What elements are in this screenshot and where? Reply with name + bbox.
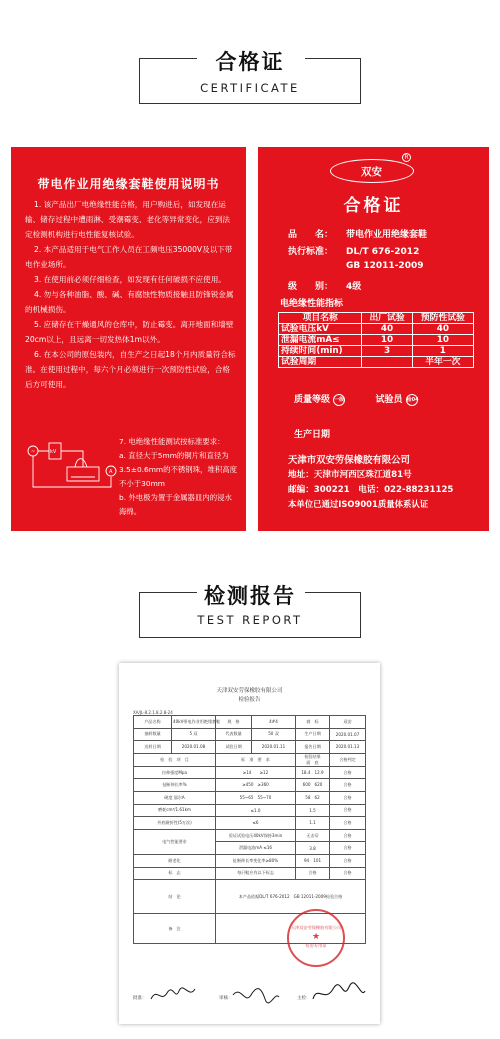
grade-value: 4级 (346, 282, 362, 292)
report-heading (0, 572, 500, 652)
report-test-row (134, 791, 366, 804)
report-test-row (134, 804, 366, 817)
company-phone: 电话：022-88231125 (358, 485, 454, 495)
test-method (119, 435, 239, 519)
company-postcode: 邮编：300221 (288, 485, 350, 495)
certificate-heading-title: 合格证 (215, 50, 285, 74)
report-cell: ≤6 (216, 817, 296, 830)
report-cell: 40kV带电作业用绝缘套鞋 (172, 716, 216, 729)
production-date-label: 生产日期 (294, 430, 331, 440)
instruction-paragraph: 2. 本产品适用于电气工作人员在工频电压35000V及以下带电作业场所。 (25, 245, 233, 269)
report-cell: 外底耐折性(5万次) (134, 817, 216, 830)
instruction-paragraph: 4. 勿与各种油脂、酸、碱、有腐蚀性物质接触且防锋锐金属的机械损伤。 (25, 290, 234, 314)
report-header-text: 检验结果 (304, 753, 321, 759)
report-test-row (134, 779, 366, 792)
diagram-voltage-label: kV (50, 449, 57, 455)
report-test-row (134, 829, 366, 842)
report-cell: 耐老化 (134, 854, 216, 867)
product-name-line (288, 227, 427, 240)
report-info-row (134, 716, 366, 729)
report-cell: 94 101 (296, 854, 330, 867)
company-contact (288, 483, 453, 495)
report-cell: 拉伸强度Mpa (134, 766, 216, 779)
report-test-row (134, 854, 366, 867)
test-method-item: a. 直径大于5mm的铜片和直径为3.5±0.6mm的不锈钢珠，堆积高度不小于30mm (119, 451, 238, 488)
approve-label: 批准： (133, 996, 147, 1001)
report-cell: 1.5 (296, 804, 330, 817)
report-cell: 验证试验电压40kV保持3min (216, 829, 296, 842)
standard-value-2: GB 12011-2009 (346, 261, 424, 271)
quality-grade-stamp: 一级 (333, 394, 345, 406)
report-cell: 生产日期 (296, 728, 330, 741)
report-cell: 送样日期 (134, 741, 172, 754)
seal-text: 天津双安劳保橡胶有限公司 (290, 925, 342, 930)
report-cell: 4#4 (252, 716, 296, 729)
spec-cell: 3 (362, 346, 412, 357)
report-cell: 扯断伸长率% (134, 779, 216, 792)
report-cell: 备 注 (134, 914, 216, 944)
report-cell: 58 62 (296, 791, 330, 804)
report-cell: 合格 (330, 779, 366, 792)
instruction-title: 带电作业用绝缘套鞋使用说明书 (37, 177, 220, 191)
certificate-heading-subtitle: CERTIFICATE (200, 81, 300, 95)
product-name-value: 带电作业用绝缘套鞋 (346, 230, 428, 240)
check-label: 主检： (297, 996, 311, 1001)
report-title: 检验报告 (238, 697, 261, 703)
spec-row (279, 346, 474, 357)
inspector-stamp: 检04 (406, 394, 418, 406)
instruction-paragraph: 1. 该产品出厂电绝缘性能合格，用户购进后，如发现在运输、储存过程中遭雨淋、受潮霉变、老化等异常变化，应到法定检测机构进行电性能复核试验。 (25, 200, 231, 239)
report-cell: 产品名称 (134, 716, 172, 729)
report-cell: 2020.01.13 (330, 741, 366, 754)
report-header-cell (296, 753, 330, 766)
approver-signature (149, 983, 199, 1007)
reviewer-signature (231, 983, 281, 1007)
report-cell: 3.8 (296, 842, 330, 855)
grade-line (288, 279, 361, 292)
instruction-paragraph: 6. 在本公司的原包装内，自生产之日起18个月内质量符合标准。在使用过程中，每六个月必须进行一次预防性试验，合格后方可使用。 (25, 350, 236, 389)
report-table (133, 715, 366, 944)
report-cell: 试验日期 (216, 741, 252, 754)
report-cell: 50 双 (252, 728, 296, 741)
inspection-seal: 天津双安劳保橡胶有限公司 ★ 检验专用章 (287, 909, 345, 967)
product-name-key: 品 名： (288, 230, 334, 240)
report-cell: 2020.01.08 (172, 741, 216, 754)
diagram-ammeter-label: A (109, 469, 113, 475)
inspector-key: 试验员 (375, 395, 403, 405)
standard-line (288, 244, 419, 257)
instruction-body (25, 197, 237, 392)
instruction-paragraph: 5. 应储存在干燥通风的仓库中，防止霉变。离开地面和墙壁20cm以上，且远离一切发热体1m以外。 (25, 320, 234, 344)
report-cell: 合格 (330, 804, 366, 817)
report-heading-title: 检测报告 (204, 584, 296, 608)
spec-cell: 40 (412, 324, 473, 335)
report-info-row (134, 728, 366, 741)
brand-logo-text: 双安 (361, 166, 382, 178)
report-cell: 合格 (330, 829, 366, 842)
report-cell: 每只鞋应有以下标志 (216, 867, 296, 880)
spec-cell: 泄漏电流mA≤ (279, 335, 362, 346)
report-cell: 合格 (330, 854, 366, 867)
insulation-spec-table (278, 312, 474, 368)
certificate-card (258, 147, 489, 531)
report-test-row (134, 867, 366, 880)
standard-key: 执行标准： (288, 247, 334, 257)
spec-cell: 1 (412, 346, 473, 357)
report-cell: 无击穿 (296, 829, 330, 842)
spec-row (279, 357, 474, 368)
report-cell: 600 620 (296, 779, 330, 792)
report-subheader-upper: 面 (306, 759, 311, 765)
quality-grade-key: 质量等级 (294, 395, 331, 405)
inspector-signature (311, 981, 367, 1007)
report-cell: 代表数量 (216, 728, 252, 741)
report-cell: 2020.01.11 (252, 741, 296, 754)
test-circuit-diagram (23, 437, 123, 497)
diagram-source-label: ~ (31, 449, 36, 455)
report-cell: 合格 (330, 766, 366, 779)
spec-cell: 10 (362, 335, 412, 346)
report-cell: 硬度 邵尔A (134, 791, 216, 804)
report-cell: 2020.01.07 (330, 728, 366, 741)
report-cell: ≥450 ≥360 (216, 779, 296, 792)
certificate-title: 合格证 (343, 196, 404, 216)
report-test-row (134, 817, 366, 830)
spec-cell: 持续时间(min) (279, 346, 362, 357)
grade-key: 级 别： (288, 282, 334, 292)
report-cell: 合格 (330, 867, 366, 880)
report-cell: 电气性能要求 (134, 829, 216, 854)
review-label: 审核： (219, 996, 233, 1001)
spec-cell (362, 357, 412, 368)
report-company: 天津双安劳保橡胶有限公司 (216, 688, 283, 694)
quality-grade-line (294, 392, 418, 406)
report-subheader (297, 760, 328, 766)
spec-cell: 试验周期 (279, 357, 362, 368)
company-name: 天津市双安劳保橡胶有限公司 (288, 455, 410, 466)
report-header-cell: 标 准 要 求 (216, 753, 296, 766)
test-report-sheet (119, 663, 380, 1024)
spec-cell: 半年一次 (412, 357, 473, 368)
instruction-paragraph: 3. 在使用前必须仔细检查，如发现有任何破损不应使用。 (34, 275, 226, 284)
spec-title: 电绝缘性能指标 (280, 299, 344, 309)
report-cell: 磨耗cm³/1.61km (134, 804, 216, 817)
report-heading-subtitle: TEST REPORT (197, 613, 303, 627)
report-cell: 合格 (330, 791, 366, 804)
report-cell: ≤1.0 (216, 804, 296, 817)
spec-cell: 40 (362, 324, 412, 335)
report-conclusion-row (134, 880, 366, 914)
report-cell: 报告日期 (296, 741, 330, 754)
report-cell: 规 格 (216, 716, 252, 729)
report-test-header (134, 753, 366, 766)
spec-header-cell: 项目名称 (279, 313, 362, 324)
report-cell: 合格 (330, 842, 366, 855)
instruction-card (11, 147, 246, 531)
report-cell: 双安 (330, 716, 366, 729)
report-cell: 抽样数量 (134, 728, 172, 741)
report-info-row (134, 741, 366, 754)
spec-cell: 10 (412, 335, 473, 346)
spec-header-cell: 预防性试验 (412, 313, 473, 324)
test-method-item: b. 外电极为置于金属器皿内的浸水海绵。 (119, 493, 232, 516)
report-cell: 泄漏电流mA ≤16 (216, 842, 296, 855)
spec-header-cell: 出厂试验 (362, 313, 412, 324)
company-address: 地址：天津市河西区珠江道81号 (288, 470, 412, 480)
report-cell: 1.1 (296, 817, 330, 830)
registered-mark: R (402, 153, 411, 162)
test-method-title: 7. 电绝缘性能测试按标准要求： (119, 437, 225, 446)
seal-subtext: 检验专用章 (305, 943, 327, 948)
report-header-cell: 合格判定 (330, 753, 366, 766)
report-conclusion: 本产品依据DL/T 676-2012 GB 12011-2009检验合格 (216, 880, 366, 914)
report-cell: 标 志 (134, 867, 216, 880)
iso-statement: 本单位已通过ISO9001质量体系认证 (288, 499, 429, 509)
brand-logo (330, 159, 414, 183)
certificate-heading (0, 38, 500, 118)
report-subheader-sole: 底 (314, 759, 319, 765)
report-cell: 18.4 12.9 (296, 766, 330, 779)
spec-header-row (279, 313, 474, 324)
report-cell: ≥14 ≥12 (216, 766, 296, 779)
report-test-row (134, 766, 366, 779)
report-header-cell: 检 验 项 目 (134, 753, 216, 766)
report-cell: 商 标 (296, 716, 330, 729)
spec-cell: 试验电压kV (279, 324, 362, 335)
spec-row (279, 335, 474, 346)
report-cell: 结 论 (134, 880, 216, 914)
report-cell: 扯断伸长率变化率≥80% (216, 854, 296, 867)
report-cell: 合格 (296, 867, 330, 880)
report-cell: 合格 (330, 817, 366, 830)
report-cell: 55~65 55~70 (216, 791, 296, 804)
standard-value: DL/T 676-2012 (346, 247, 420, 257)
report-cell: 5 双 (172, 728, 216, 741)
report-number: XA/JL-8.2.1.8.2.8-24 (133, 710, 173, 715)
spec-row (279, 324, 474, 335)
